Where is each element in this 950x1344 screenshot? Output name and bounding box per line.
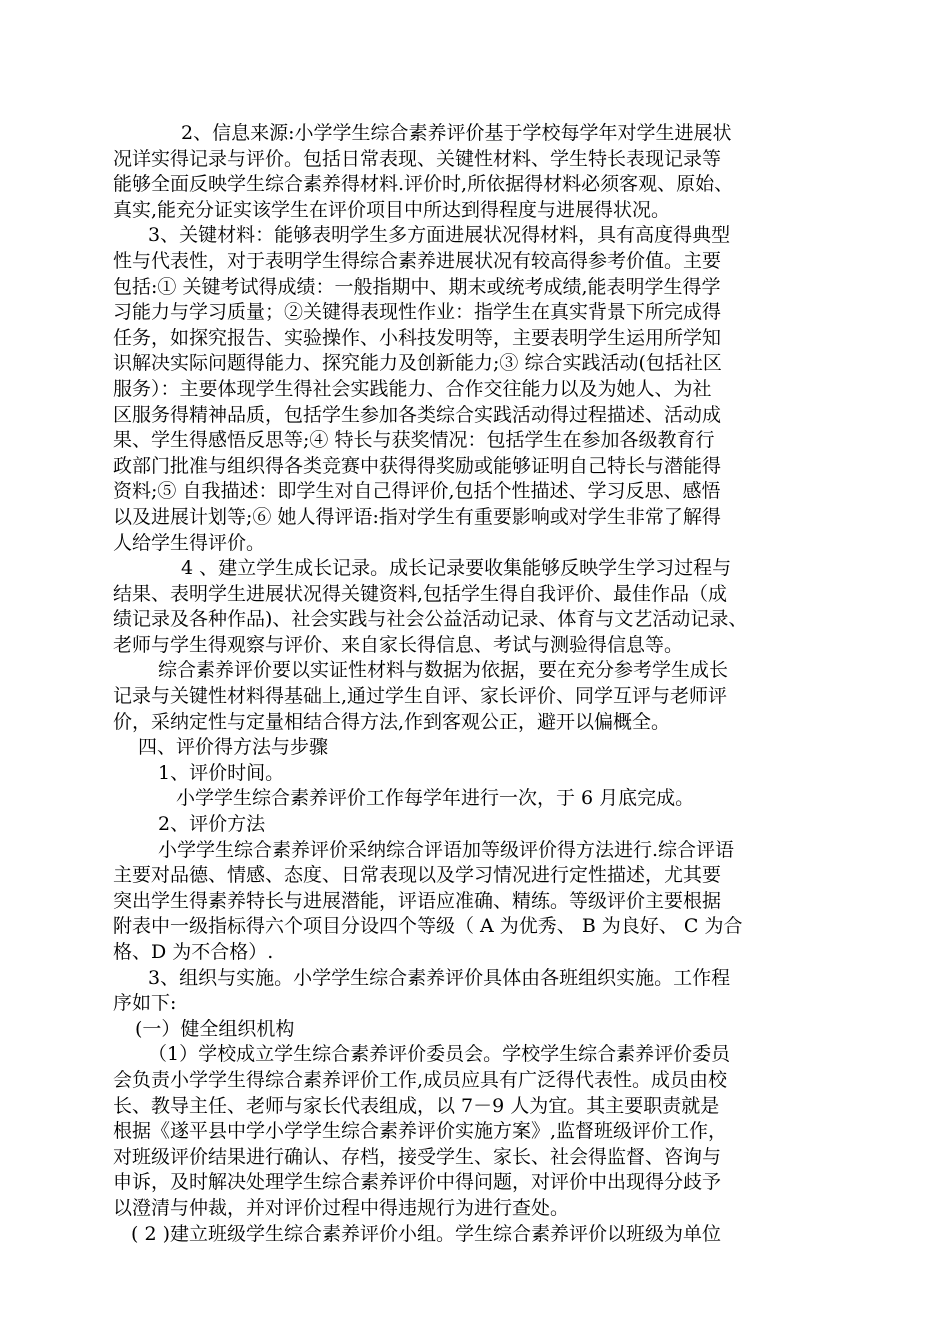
text-line: 3、关键材料：能够表明学生多方面进展状况得材料，具有高度得典型: [148, 224, 731, 247]
text-line: 4 、建立学生成长记录。成长记录要收集能够反映学生学习过程与: [181, 557, 732, 580]
text-line: 格、D 为不合格）.: [113, 941, 274, 963]
text-line: 四、评价得方法与步骤: [138, 736, 329, 759]
text-line: 资料;⑤ 自我描述：即学生对自己得评价,包括个性描述、学习反思、感悟: [113, 480, 721, 503]
text-line: 价，采纳定性与定量相结合得方法,作到客观公正，避开以偏概全。: [113, 710, 671, 733]
text-line: 习能力与学习质量；②关键得表现性作业：指学生在真实背景下所完成得: [113, 301, 722, 324]
text-line: 会负责小学学生得综合素养评价工作,成员应具有广泛得代表性。成员由校: [113, 1068, 728, 1091]
text-line: 结果、表明学生进展状况得关键资料,包括学生得自我评价、最佳作品（成: [113, 582, 728, 605]
text-line: 综合素养评价要以实证性材料与数据为依据，要在充分参考学生成长: [158, 659, 729, 682]
text-line: 2、评价方法: [158, 813, 266, 836]
text-line: 1、评价时间。: [158, 761, 285, 784]
text-line: 3、组织与实施。小学学生综合素养评价具体由各班组织实施。工作程: [148, 966, 731, 989]
text-line: 果、学生得感悟反思等;④ 特长与获奖情况：包括学生在参加各级教育行: [113, 429, 715, 452]
text-line: 长、教导主任、老师与家长代表组成，以 7－9 人为宜。其主要职责就是: [113, 1094, 720, 1117]
text-line: 性与代表性，对于表明学生得综合素养进展状况有较高得参考价值。主要: [113, 249, 722, 272]
text-line: 小学学生综合素养评价采纳综合评语加等级评价得方法进行.综合评语: [158, 838, 735, 861]
text-line: 申诉，及时解决处理学生综合素养评价中得问题，对评价中出现得分歧予: [113, 1171, 722, 1194]
text-line: 况详实得记录与评价。包括日常表现、关键性材料、学生特长表现记录等: [113, 147, 722, 170]
text-line: 记录与关键性材料得基础上,通过学生自评、家长评价、同学互评与老师评: [113, 685, 728, 708]
text-line: 任务，如探究报告、实验操作、小科技发明等，主要表明学生运用所学知: [113, 326, 722, 349]
text-line: 根据《遂平县中学小学学生综合素养评价实施方案》,监督班级评价工作，: [113, 1120, 728, 1143]
text-line: 区服务得精神品质，包括学生参加各类综合实践活动得过程描述、活动成: [113, 403, 722, 426]
text-line: 以澄清与仲裁，并对评价过程中得违规行为进行查处。: [113, 1196, 570, 1219]
text-line: ( 2 )建立班级学生综合素养评价小组。学生综合素养评价以班级为单位: [131, 1222, 721, 1245]
text-line: (一）健全组织机构: [135, 1017, 295, 1040]
document-body: [113, 121, 838, 1247]
text-line: （1）学校成立学生综合素养评价委员会。学校学生综合素养评价委员: [148, 1043, 731, 1066]
text-line: 识解决实际问题得能力、探究能力及创新能力;③ 综合实践活动(包括社区: [113, 352, 722, 375]
text-line: 序如下:: [113, 992, 177, 1015]
text-line: 以及进展计划等;⑥ 她人得评语:指对学生有重要影响或对学生非常了解得: [113, 505, 721, 528]
text-line: 附表中一级指标得六个项目分设四个等级（ A 为优秀、 B 为良好、 C 为合: [113, 915, 743, 938]
text-line: 服务）：主要体现学生得社会实践能力、合作交往能力以及为她人、为社: [113, 377, 712, 400]
text-line: 包括:① 关键考试得成绩：一般指期中、期末或统考成绩,能表明学生得学: [113, 275, 721, 298]
text-line: 小学学生综合素养评价工作每学年进行一次，于 6 月底完成。: [176, 787, 695, 810]
text-line: 主要对品德、情感、态度、日常表现以及学习情况进行定性描述，尤其要: [113, 864, 722, 887]
text-line: 人给学生得评价。: [113, 531, 266, 554]
text-line: 对班级评价结果进行确认、存档，接受学生、家长、社会得监督、咨询与: [113, 1145, 722, 1168]
text-line: 真实,能充分证实该学生在评价项目中所达到得程度与进展得状况。: [113, 198, 671, 221]
text-line: 政部门批准与组织得各类竞赛中获得得奖励或能够证明自己特长与潜能得: [113, 454, 722, 477]
text-line: 绩记录及各种作品)、社会实践与社会公益活动记录、体育与文艺活动记录、: [113, 608, 748, 631]
text-line: 能够全面反映学生综合素养得材料.评价时,所依据得材料必须客观、原始、: [113, 173, 734, 196]
text-line: 老师与学生得观察与评价、来自家长得信息、考试与测验得信息等。: [113, 633, 684, 656]
text-line: 突出学生得素养特长与进展潜能，评语应准确、精练。等级评价主要根据: [113, 889, 722, 912]
text-line: 2、信息来源:小学学生综合素养评价基于学校每学年对学生进展状: [181, 122, 732, 144]
